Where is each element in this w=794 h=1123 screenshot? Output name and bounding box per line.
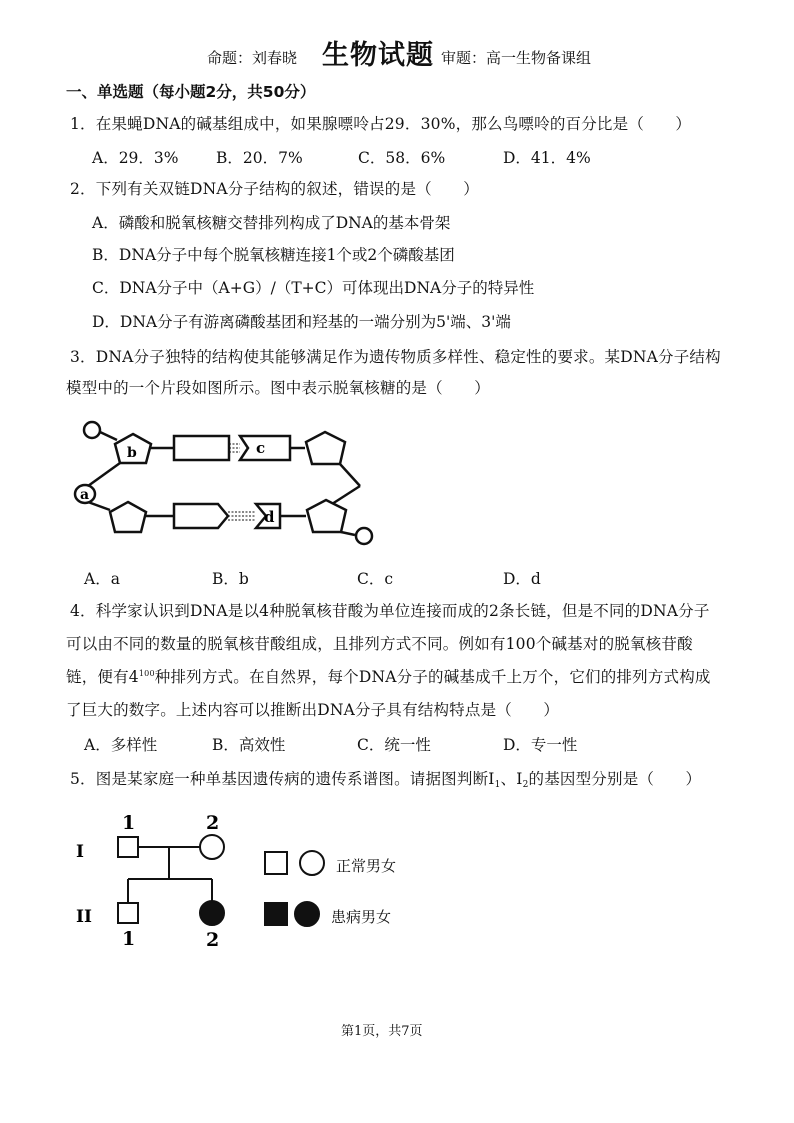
q4-option-b: B．高效性 [212,736,286,754]
q3-stem-line2: 模型中的一个片段如图所示。图中表示脱氧核糖的是（ ） [66,379,490,397]
label-d: d [264,508,275,526]
q4-option-c: C．统一性 [357,736,431,754]
label-b: b [127,445,137,461]
label-c: c [256,439,266,457]
q3-option-d: D．d [503,570,541,588]
gen2-num-1: 1 [122,928,136,950]
q1-option-c: C．58．6% [358,149,446,167]
page-title: 生物试题 [322,40,434,71]
gen1-num-1: 1 [122,812,136,834]
q1-option-a: A．29．3% [92,149,179,167]
pedigree-chart [70,805,260,955]
q1-option-d: D．41．4% [503,149,591,167]
label-a: a [80,487,90,503]
q4-option-a: A．多样性 [84,736,158,754]
legend-normal-female-icon [300,851,324,875]
phosphate-circle-top-left [84,422,100,438]
q2-option-d: D．DNA分子有游离磷酸基团和羟基的一端分别为5'端、3'端 [92,313,511,331]
gen2-female-2-affected [200,901,224,925]
q2-option-a: A．磷酸和脱氧核糖交替排列构成了DNA的基本骨架 [92,214,451,232]
gen2-male-1 [118,903,138,923]
q4-line1: 4．科学家认识到DNA是以4种脱氧核苷酸为单位连接而成的2条长链，但是不同的DNA分子 [70,602,710,620]
legend-affected-female-icon [295,902,319,926]
sugar-pentagon-bottom-right [307,500,346,532]
legend-affected-male-icon [265,903,287,925]
base-rect-top-left [174,436,229,460]
q2-option-b: B．DNA分子中每个脱氧核糖连接1个或2个磷酸基团 [92,246,455,264]
q4-line2: 可以由不同的数量的脱氧核苷酸组成，且排列方式不同。例如有100个碱基对的脱氧核苷酸 [66,635,693,653]
q1-stem: 1．在果蝇DNA的碱基组成中，如果腺嘌呤占29．30%，那么鸟嘌呤的百分比是（ ） [70,115,692,133]
phosphate-circle-bottom-right [356,528,372,544]
pedigree-legend-symbols [262,848,332,933]
q2-option-c: C．DNA分子中（A+G）/（T+C）可体现出DNA分子的特异性 [92,279,535,297]
q4-line3: 链，便有$4^{100}$种排列方式。在自然界，每个DNA分子的碱基成千上万个，它们的排列方式构成 [66,668,711,686]
legend-affected-label: 患病男女 [331,908,392,926]
gen1-female-2 [200,835,224,859]
q3-option-c: C．c [357,570,394,588]
q2-stem: 2．下列有关双链DNA分子结构的叙述，错误的是（ ） [70,180,479,198]
gen1-num-2: 2 [206,812,220,834]
sugar-pentagon-top-right [306,432,345,464]
dna-structure-figure [70,410,390,550]
legend-normal-male-icon [265,852,287,874]
q4-option-d: D．专一性 [503,736,578,754]
q3-stem-line1: 3．DNA分子独特的结构使其能够满足作为遗传物质多样性、稳定性的要求。某DNA分子结构 [70,348,721,366]
q3-option-a: A．a [84,570,120,588]
gen1-label: I [76,842,84,862]
gen1-male-1 [118,837,138,857]
gen2-label: II [76,907,92,927]
legend-normal-label: 正常男女 [336,857,397,875]
q3-option-b: B．b [212,570,249,588]
q1-option-b: B．20．7% [216,149,303,167]
base-rect-bottom-left [174,504,228,528]
q5-stem: 5．图是某家庭一种单基因遗传病的遗传系谱图。请据图判断$Ⅰ_1$、$Ⅰ_2$的基因型分别是（ ） [70,770,702,790]
gen2-num-2: 2 [206,929,220,951]
q4-line4: 了巨大的数字。上述内容可以推断出DNA分子具有结构特点是（ ） [66,701,560,719]
sugar-pentagon-bottom-left [110,502,146,532]
page-number: 第1页，共7页 [341,1024,423,1039]
section-title: 一、单选题（每小题2分，共50分） [66,83,316,101]
setter-label: 命题：刘春晓 [207,49,298,67]
reviewer-label: 审题：高一生物备课组 [441,49,592,67]
